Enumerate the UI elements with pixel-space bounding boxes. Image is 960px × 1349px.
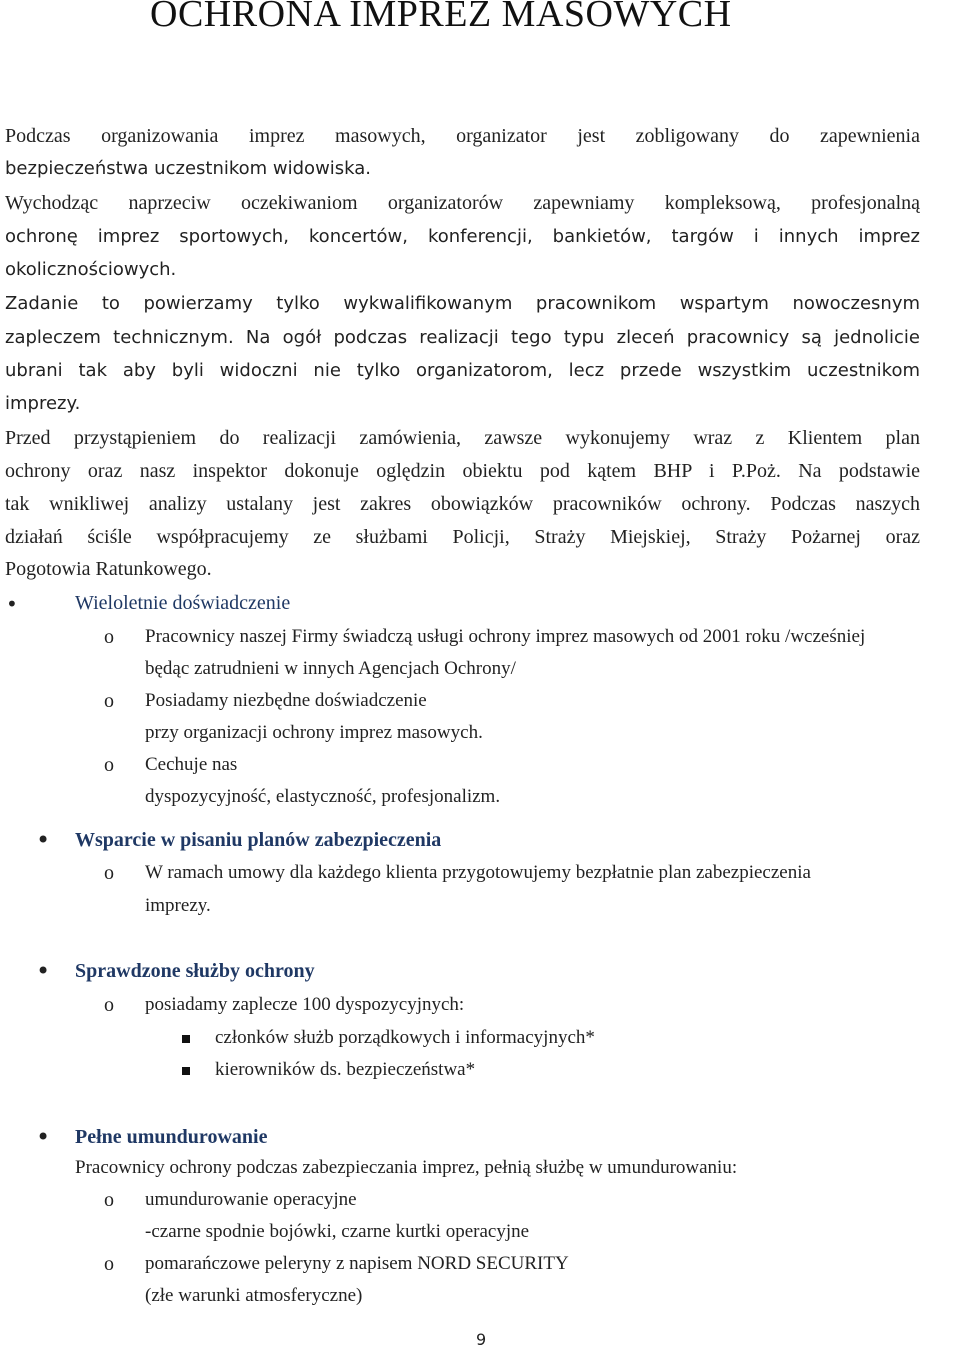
intro-line: Podczas organizowania imprez masowych, organizator jest zobligowany do zapewnienia <box>5 125 920 147</box>
list-item: posiadamy zaplecze 100 dyspozycyjnych: <box>145 994 465 1015</box>
intro-line: imprezy. <box>5 393 81 414</box>
page-number: 9 <box>476 1330 487 1349</box>
list-item: umundurowanie operacyjne <box>145 1189 357 1210</box>
list-item: pomarańczowe peleryny z napisem NORD SECURITY <box>145 1253 569 1274</box>
intro-line: ochronę imprez sportowych, koncertów, konferencji, bankietów, targów i innych imprez <box>5 226 920 247</box>
list-item: Posiadamy niezbędne doświadczenie <box>145 690 427 711</box>
intro-line: okolicznościowych. <box>5 259 177 280</box>
sub-list-item: kierowników ds. bezpieczeństwa* <box>215 1059 476 1080</box>
intro-line: Wychodząc naprzeciw oczekiwaniom organizatorów zapewniamy kompleksową, profesjonalną <box>5 192 920 214</box>
intro-line: tak wnikliwej analizy ustalany jest zakres obowiązków pracowników ochrony. Podczas naszych <box>5 493 920 515</box>
intro-line: Zadanie to powierzamy tylko wykwalifikowanym pracownikom wspartym nowoczesnym <box>5 293 920 314</box>
intro-line: ubrani tak aby byli widoczni nie tylko organizatorom, lecz przede wszystkim uczestnikom <box>5 360 920 381</box>
list-item: przy organizacji ochrony imprez masowych. <box>145 722 483 743</box>
circle-bullet-icon: o <box>104 862 114 884</box>
square-bullet-icon <box>182 1035 190 1043</box>
list-item: dyspozycyjność, elastyczność, profesjonalizm. <box>145 786 501 807</box>
section-heading-experience: Wieloletnie doświadczenie <box>75 592 291 614</box>
list-item: będąc zatrudnieni w innych Agencjach Ochrony/ <box>145 658 516 679</box>
list-item: -czarne spodnie bojówki, czarne kurtki operacyjne <box>145 1221 530 1242</box>
list-item: Cechuje nas <box>145 754 238 775</box>
bullet-icon: • <box>36 1123 51 1151</box>
intro-line: Przed przystąpieniem do realizacji zamówienia, zawsze wykonujemy wraz z Klientem plan <box>5 427 920 449</box>
circle-bullet-icon: o <box>104 626 114 648</box>
intro-line: Pogotowia Ratunkowego. <box>5 558 212 580</box>
intro-line: działań ściśle współpracujemy ze służbami Policji, Straży Miejskiej, Straży Pożarnej oraz <box>5 526 920 548</box>
page-title: OCHRONA IMPREZ MASOWYCH <box>150 0 732 35</box>
intro-line: zapleczem technicznym. Na ogół podczas realizacji tego typu zleceń pracownicy są jednolicie <box>5 327 920 348</box>
section-heading-uniform: Pełne umundurowanie <box>75 1126 268 1148</box>
section-heading-plans: Wsparcie w pisaniu planów zabezpieczenia <box>75 829 442 851</box>
circle-bullet-icon: o <box>104 690 114 712</box>
circle-bullet-icon: o <box>104 1189 114 1211</box>
section-lead: Pracownicy ochrony podczas zabezpieczania imprez, pełnią służbę w umundurowaniu: <box>75 1157 738 1178</box>
list-item: Pracownicy naszej Firmy świadczą usługi ochrony imprez masowych od 2001 roku /wcześniej <box>145 626 866 647</box>
sub-list-item: członków służb porządkowych i informacyjnych* <box>215 1027 595 1048</box>
circle-bullet-icon: o <box>104 754 114 776</box>
list-item: imprezy. <box>145 895 211 916</box>
list-item: W ramach umowy dla każdego klienta przygotowujemy bezpłatnie plan zabezpieczenia <box>145 862 811 883</box>
section-heading-services: Sprawdzone służby ochrony <box>75 960 315 982</box>
bullet-icon: • <box>36 957 51 985</box>
intro-line: ochrony oraz nasz inspektor dokonuje oględzin obiektu pod kątem BHP i P.Poż. Na podstawie <box>5 460 920 482</box>
square-bullet-icon <box>182 1067 190 1075</box>
circle-bullet-icon: o <box>104 1253 114 1275</box>
list-item: (złe warunki atmosferyczne) <box>145 1285 363 1306</box>
circle-bullet-icon: o <box>104 994 114 1016</box>
bullet-icon: • <box>6 592 18 616</box>
bullet-icon: • <box>36 826 51 854</box>
intro-line: bezpieczeństwa uczestnikom widowiska. <box>5 158 372 179</box>
